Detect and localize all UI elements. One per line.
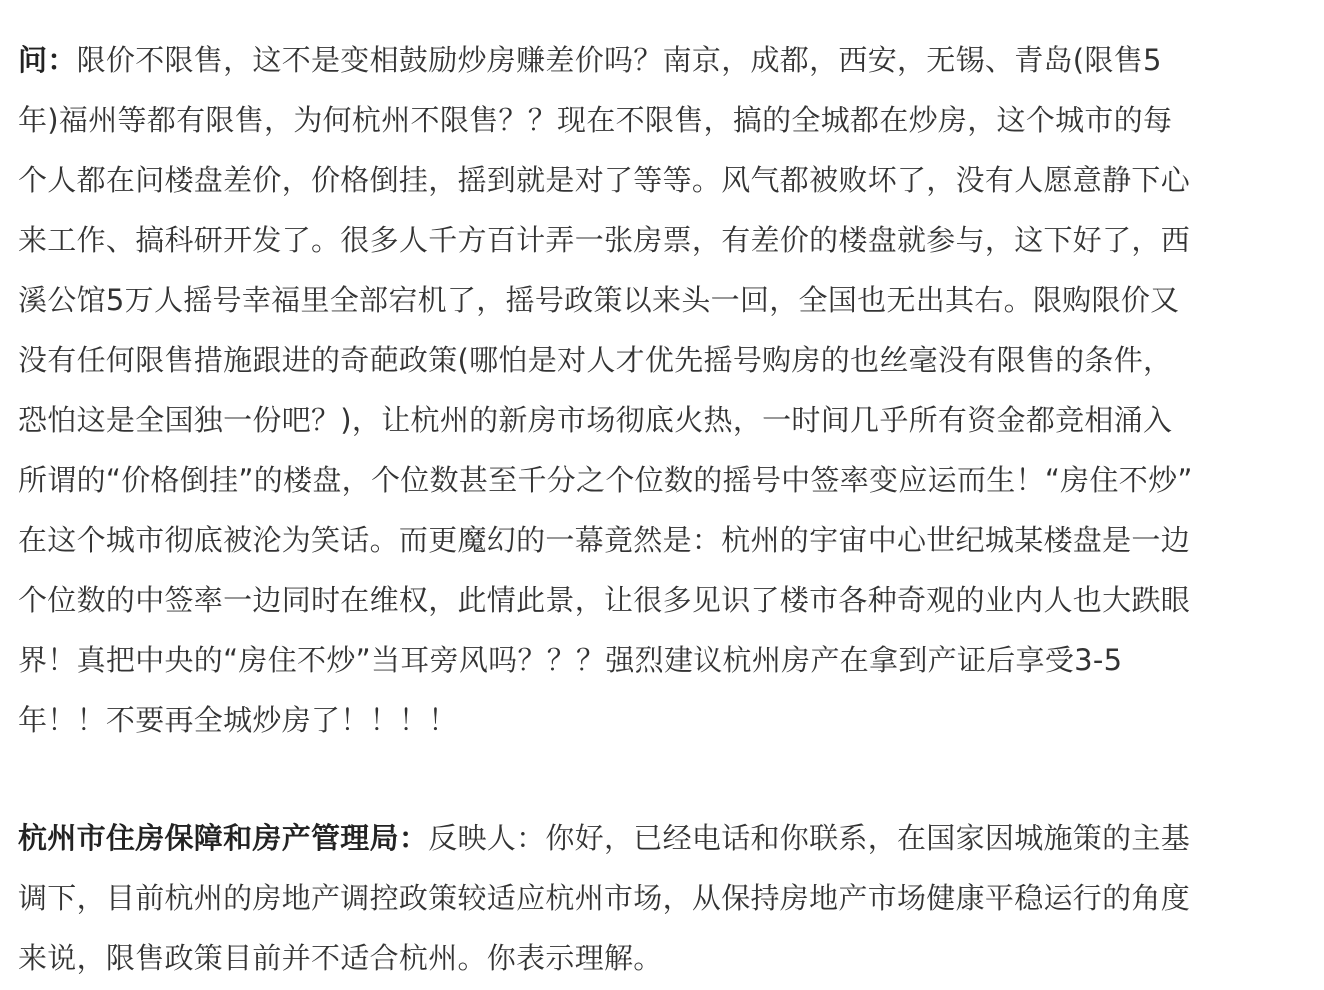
question-line-3: 个人都在问楼盘差价，价格倒挂，摇到就是对了等等。风气都被败坏了，没有人愿意静下心 [18, 163, 1191, 197]
question-line-11: 界！真把中央的“房住不炒”当耳旁风吗？？？强烈建议杭州房产在拿到产证后享受3-5 [18, 643, 1123, 677]
answer-label: 杭州市住房保障和房产管理局： [18, 821, 429, 855]
answer-line-2: 调下，目前杭州的房地产调控政策较适应杭州市场，从保持房地产市场健康平稳运行的角度 [18, 881, 1191, 915]
question-line-10: 个位数的中签率一边同时在维权，此情此景，让很多见识了楼市各种奇观的业内人也大跌眼 [18, 583, 1191, 617]
answer-text: 反映人：你好，已经电话和你联系，在国家因城施策的主基 [428, 821, 1191, 855]
question-text: 限价不限售，这不是变相鼓励炒房赚差价吗？南京，成都，西安，无锡、青岛(限售5 [76, 43, 1162, 77]
question-line-7: 恐怕这是全国独一份吧？)，让杭州的新房市场彻底火热，一时间几乎所有资金都竞相涌入 [18, 403, 1173, 437]
question-line-12: 年！！不要再全城炒房了！！！！ [18, 703, 458, 737]
question-line-1 [18, 30, 1308, 90]
question-line-5: 溪公馆5万人摇号幸福里全部宕机了，摇号政策以来头一回，全国也无出其右。限购限价又 [18, 283, 1180, 317]
document-body [18, 30, 1308, 988]
answer-line-3: 来说，限售政策目前并不适合杭州。你表示理解。 [18, 941, 663, 975]
question-line-2: 年)福州等都有限售，为何杭州不限售？？现在不限售，搞的全城都在炒房，这个城市的每 [18, 103, 1173, 137]
question-line-9: 在这个城市彻底被沦为笑话。而更魔幻的一幕竟然是：杭州的宇宙中心世纪城某楼盘是一边 [18, 523, 1191, 557]
question-line-6: 没有任何限售措施跟进的奇葩政策(哪怕是对人才优先摇号购房的也丝毫没有限售的条件， [18, 343, 1173, 377]
answer-line-1 [18, 808, 1308, 868]
question-line-4: 来工作、搞科研开发了。很多人千方百计弄一张房票，有差价的楼盘就参与，这下好了，西 [18, 223, 1191, 257]
question-label: 问： [18, 43, 77, 77]
question-line-8: 所谓的“价格倒挂”的楼盘，个位数甚至千分之个位数的摇号中签率变应运而生！“房住不炒” [18, 463, 1193, 497]
paragraph-spacer [18, 750, 1308, 808]
